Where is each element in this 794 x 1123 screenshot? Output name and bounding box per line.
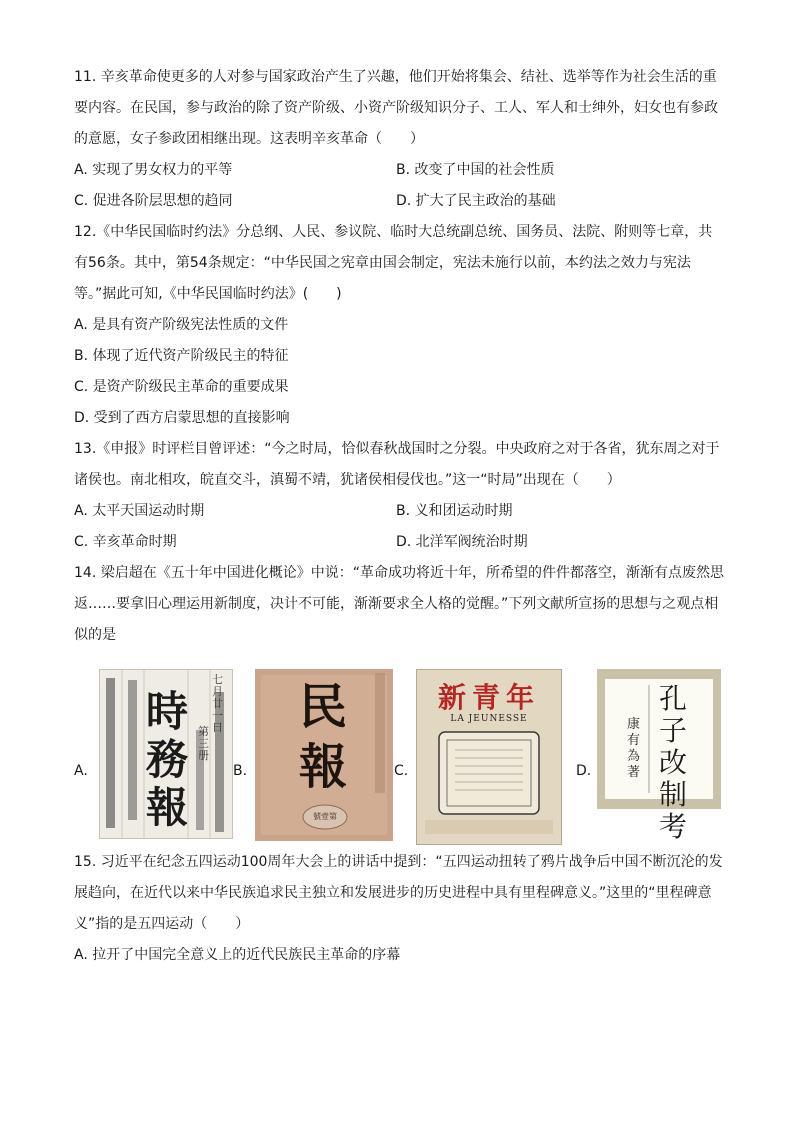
question-13-option-a[interactable]: A. 太平天国运动时期 [74, 503, 205, 519]
question-13-option-d[interactable]: D. 北洋军阀统治时期 [396, 534, 528, 550]
question-12-option-c[interactable]: C. 是资产阶级民主革命的重要成果 [74, 379, 289, 395]
question-12-option-a[interactable]: A. 是具有资产阶级宪法性质的文件 [74, 317, 289, 333]
question-11-option-b[interactable]: B. 改变了中国的社会性质 [396, 162, 555, 178]
question-11-stem: 11. 辛亥革命使更多的人对参与国家政治产生了兴趣，他们开始将集会、结社、选举等作为社会生活的重要内容。在民国，参与政治的除了资产阶级、小资产阶级知识分子、工人、军人和士绅外，妇女也有参政的意愿，女子参政团相继出现。这表明辛亥革命（ ） [74, 69, 718, 147]
image-option-b-label[interactable]: B. [233, 763, 248, 779]
question-13-options [74, 496, 724, 558]
exam-page [74, 62, 724, 971]
page-border-icon [605, 679, 713, 799]
image-option-a-title: 時務報 [146, 687, 189, 832]
image-option-b-title: 民報 [299, 679, 348, 795]
image-option-c-subtitle: LA JEUNESSE [450, 714, 528, 724]
question-11-option-d[interactable]: D. 扩大了民主政治的基础 [396, 193, 556, 209]
question-13-option-c[interactable]: C. 辛亥革命时期 [74, 534, 177, 550]
image-option-a-shiwubao[interactable] [99, 669, 233, 839]
question-14-stem: 14. 梁启超在《五十年中国进化概论》中说：“革命成功将近十年，所希望的件件都落空，渐渐有点废然思返……要拿旧心理运用新制度，决计不可能，渐渐要求全人格的觉醒。”下列文献所宣扬的思想与之观点相似的是 [74, 565, 724, 643]
image-option-c-title: 新青年 [437, 681, 540, 714]
image-option-b-issue: 號壹第 [313, 812, 337, 821]
question-11-option-c[interactable]: C. 促进各阶层思想的趋同 [74, 193, 233, 209]
question-13-stem: 13.《申报》时评栏目曾评述：“今之时局，恰似春秋战国时之分裂。中央政府之对于各省，犹东周之对于诸侯也。南北相攻，皖直交斗，滇蜀不靖，犹诸侯相侵伐也。”这一“时局”出现在（ ） [74, 441, 720, 488]
image-option-c-label[interactable]: C. [394, 763, 409, 779]
question-11-option-a[interactable]: A. 实现了男女权力的平等 [74, 162, 233, 178]
question-15-option-a[interactable]: A. 拉开了中国完全意义上的近代民族民主革命的序幕 [74, 947, 401, 963]
image-option-d-author: 康有為著 [627, 717, 641, 780]
image-option-a-issue: 第三册 [198, 725, 209, 762]
book-page [605, 679, 713, 843]
question-11-options [74, 155, 724, 217]
image-option-d-title: 孔子改制考 [659, 682, 688, 843]
image-option-d-label[interactable]: D. [576, 763, 592, 779]
image-option-a-label[interactable]: A. [74, 763, 88, 779]
question-14-image-options [74, 669, 724, 847]
question-12-option-d[interactable]: D. 受到了西方启蒙思想的直接影响 [74, 410, 290, 426]
question-12-stem: 12.《中华民国临时约法》分总纲、人民、参议院、临时大总统副总统、国务员、法院、附则等七章，共有56条。其中，第54条规定：“中华民国之宪章由国会制定，宪法未施行以前，本约法之效力与宪法等。”据此可知,《中华民国临时约法》( ) [74, 224, 713, 302]
question-15-stem: 15. 习近平在纪念五四运动100周年大会上的讲话中提到：“五四运动扭转了鸦片战争后中国不断沉沦的发展趋向，在近代以来中华民族追求民主独立和发展进步的历史进程中具有里程碑意义。”这里的“里程碑意义”指的是五四运动（ ） [74, 854, 723, 932]
image-option-d-kongzigaizhikao[interactable] [597, 669, 721, 843]
image-option-a-date: 七月廿一日 [212, 673, 223, 734]
image-option-b-minbao[interactable] [255, 669, 393, 841]
question-12-option-b[interactable]: B. 体现了近代资产阶级民主的特征 [74, 348, 289, 364]
question-13-option-b[interactable]: B. 义和团运动时期 [396, 503, 513, 519]
image-option-c-xinqingnian[interactable] [416, 669, 562, 845]
